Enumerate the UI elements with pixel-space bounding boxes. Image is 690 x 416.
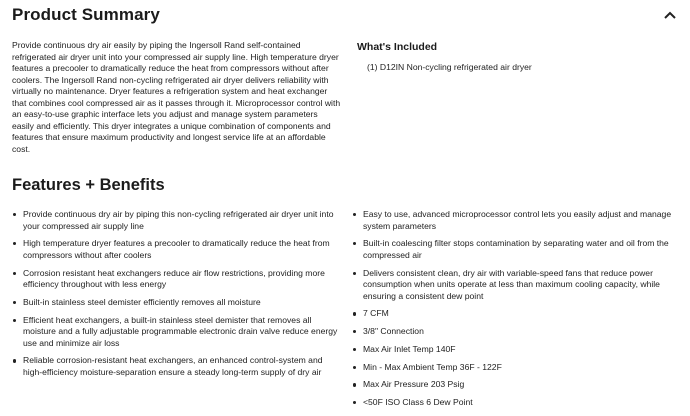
bullet-icon: [353, 213, 356, 216]
bullet-icon: [13, 301, 16, 304]
feature-text: Provide continuous dry air by piping this non-cycling refrigerated air dryer unit into your compressed air supply line: [23, 209, 334, 231]
feature-item: [352, 238, 682, 261]
feature-item: [352, 268, 682, 303]
product-summary-header[interactable]: [12, 4, 680, 30]
feature-item: [352, 344, 682, 356]
product-summary-body: [12, 40, 342, 155]
bullet-icon: [353, 366, 356, 369]
feature-text: Max Air Pressure 203 Psig: [363, 379, 465, 390]
feature-text: Built-in coalescing filter stops contamination by separating water and oil from the compressed air: [363, 238, 669, 260]
collapse-section-button[interactable]: [662, 8, 678, 22]
feature-item: [352, 379, 682, 391]
feature-item: [12, 315, 342, 350]
feature-item: [12, 297, 342, 309]
bullet-icon: [13, 242, 16, 245]
feature-item: [352, 362, 682, 374]
feature-text: Efficient heat exchangers, a built-in stainless steel demister that removes all moisture and a fully adjustable programmable electronic drain valve reduce energy use and minimize air loss: [23, 314, 338, 348]
bullet-icon: [13, 359, 16, 362]
whats-included: [357, 41, 677, 74]
bullet-icon: [13, 213, 16, 216]
feature-text: 7 CFM: [363, 308, 389, 319]
bullet-icon: [353, 272, 356, 275]
feature-item: [352, 308, 682, 320]
feature-text: Delivers consistent clean, dry air with variable-speed fans that reduce power consumption when units operate at less than maximum cooling capacity, while ensuring a consistent dew point: [363, 267, 660, 301]
features-list-right: [352, 209, 682, 415]
feature-text: Max Air Inlet Temp 140F: [363, 343, 456, 354]
bullet-icon: [353, 312, 356, 315]
feature-text: Min - Max Ambient Temp 36F - 122F: [363, 361, 502, 372]
bullet-icon: [353, 383, 356, 386]
feature-text: Reliable corrosion-resistant heat exchangers, an enhanced control-system and high-efficiency moisture-separation ensure a steady long-term supply of dry air: [23, 355, 323, 377]
whats-included-title: What's Included: [357, 41, 438, 53]
bullet-icon: [353, 242, 356, 245]
feature-item: [352, 326, 682, 338]
feature-text: <50F ISO Class 6 Dew Point: [363, 397, 473, 408]
feature-text: Easy to use, advanced microprocessor control lets you easily adjust and manage system parameters: [363, 209, 672, 231]
whats-included-list: [357, 62, 677, 74]
product-description: Provide continuous dry air easily by piping the Ingersoll Rand self-contained refrigerated air dryer unit into your compressed air supply line. High temperature dryer features a precooler to dramatically reduce the heat from compressors without after coolers. The Ingersoll Rand non-cycling refrigerated air dryer delivers reliability with virtually no maintenance. Dryer features a refrigeration system and heat exchanger that combines cool compressed air as it passes through it. Microprocessor control with an easy-to-use graphic interface lets you adjust and manage system parameters easily and efficiently. This dryer integrates a unique combination of components and features that ensure maximum productivity and longest service life at an affordable cost.: [12, 40, 341, 154]
chevron-up-icon: [663, 10, 677, 20]
bullet-icon: [13, 319, 16, 322]
feature-text: Built-in stainless steel demister efficiently removes all moisture: [23, 296, 261, 307]
bullet-icon: [353, 401, 356, 404]
features-benefits-title: Features + Benefits: [12, 176, 165, 194]
feature-item: [12, 238, 342, 261]
feature-item: [12, 268, 342, 291]
included-item: (1) D12IN Non-cycling refrigerated air dryer: [367, 62, 532, 72]
bullet-icon: [13, 272, 16, 275]
feature-text: Corrosion resistant heat exchangers reduce air flow restrictions, providing more efficiency throughout with less energy: [23, 267, 325, 290]
feature-item: [12, 209, 342, 232]
feature-item: [12, 355, 342, 378]
feature-item: [352, 209, 682, 232]
bullet-icon: [353, 330, 356, 333]
bullet-icon: [353, 348, 356, 351]
product-summary-title: Product Summary: [12, 5, 160, 24]
feature-text: High temperature dryer features a precooler to dramatically reduce the heat from compressors without after coolers: [23, 238, 330, 260]
feature-item: [352, 397, 682, 409]
features-list-left: [12, 209, 342, 385]
feature-text: 3/8" Connection: [363, 326, 424, 337]
